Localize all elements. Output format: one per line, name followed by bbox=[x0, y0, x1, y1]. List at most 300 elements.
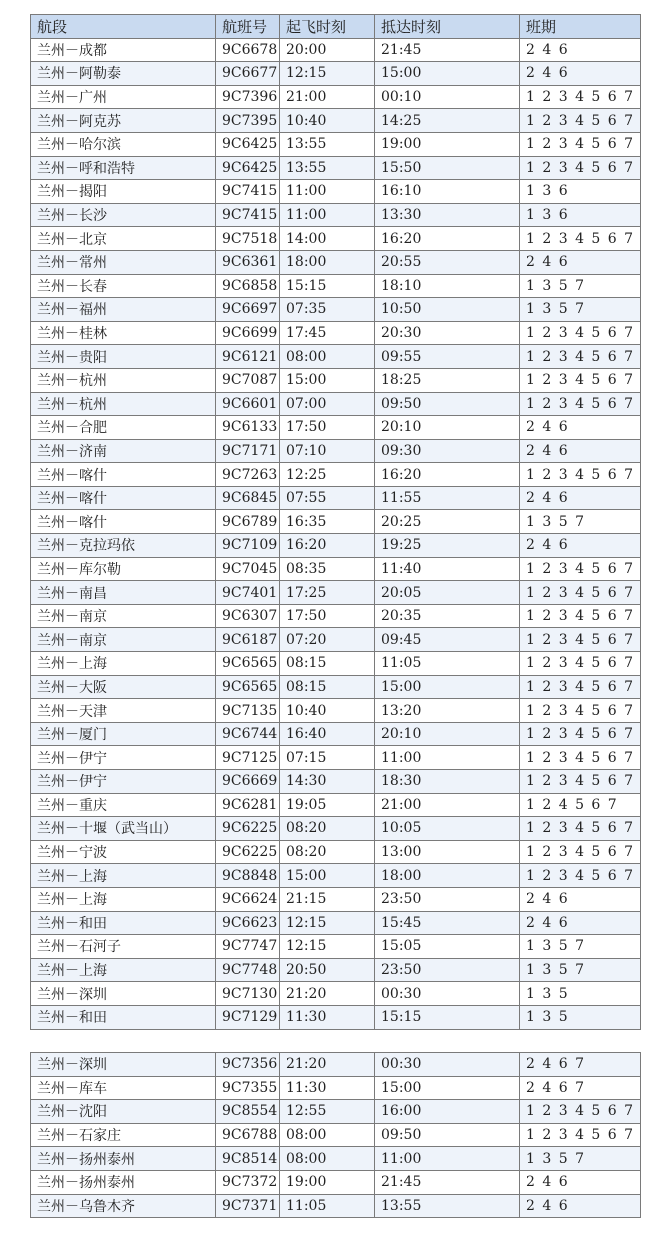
cell-departure: 11:30 bbox=[280, 1005, 375, 1029]
cell-departure: 08:15 bbox=[280, 675, 375, 699]
cell-route: 兰州－长沙 bbox=[31, 203, 216, 227]
cell-flight-no: 9C7263 bbox=[216, 463, 280, 487]
table-row bbox=[31, 534, 641, 558]
cell-route: 兰州－十堰（武当山） bbox=[31, 817, 216, 841]
cell-flight-no: 9C7356 bbox=[216, 1053, 280, 1077]
cell-flight-no: 9C6187 bbox=[216, 628, 280, 652]
cell-arrival: 18:25 bbox=[375, 368, 520, 392]
cell-flight-no: 9C7415 bbox=[216, 180, 280, 204]
header-days: 班期 bbox=[520, 15, 641, 39]
cell-days: 2 4 6 bbox=[520, 486, 641, 510]
cell-days: 1 2 3 4 5 6 7 bbox=[520, 604, 641, 628]
cell-flight-no: 9C6425 bbox=[216, 156, 280, 180]
table-row bbox=[31, 1076, 641, 1100]
cell-route: 兰州－克拉玛依 bbox=[31, 534, 216, 558]
cell-flight-no: 9C7748 bbox=[216, 958, 280, 982]
cell-flight-no: 9C6565 bbox=[216, 675, 280, 699]
cell-departure: 13:55 bbox=[280, 132, 375, 156]
cell-route: 兰州－大阪 bbox=[31, 675, 216, 699]
cell-departure: 08:20 bbox=[280, 817, 375, 841]
cell-arrival: 16:10 bbox=[375, 180, 520, 204]
table-row bbox=[31, 958, 641, 982]
cell-days: 1 2 3 4 5 6 7 bbox=[520, 722, 641, 746]
cell-days: 1 3 5 7 bbox=[520, 510, 641, 534]
cell-days: 1 2 3 4 5 6 7 bbox=[520, 817, 641, 841]
cell-arrival: 10:05 bbox=[375, 817, 520, 841]
table-row bbox=[31, 793, 641, 817]
table-row bbox=[31, 109, 641, 133]
cell-days: 1 2 3 4 5 6 7 bbox=[520, 628, 641, 652]
table-row bbox=[31, 392, 641, 416]
cell-departure: 07:35 bbox=[280, 298, 375, 322]
cell-departure: 16:35 bbox=[280, 510, 375, 534]
cell-days: 1 3 5 bbox=[520, 1005, 641, 1029]
cell-route: 兰州－杭州 bbox=[31, 392, 216, 416]
header-route: 航段 bbox=[31, 15, 216, 39]
cell-departure: 08:00 bbox=[280, 1147, 375, 1171]
cell-arrival: 00:30 bbox=[375, 982, 520, 1006]
cell-departure: 07:15 bbox=[280, 746, 375, 770]
cell-route: 兰州－长春 bbox=[31, 274, 216, 298]
table-row bbox=[31, 1123, 641, 1147]
cell-flight-no: 9C8514 bbox=[216, 1147, 280, 1171]
cell-departure: 11:30 bbox=[280, 1076, 375, 1100]
cell-days: 2 4 6 bbox=[520, 911, 641, 935]
table-row bbox=[31, 1170, 641, 1194]
cell-departure: 21:00 bbox=[280, 85, 375, 109]
table-row bbox=[31, 911, 641, 935]
cell-route: 兰州－桂林 bbox=[31, 321, 216, 345]
cell-days: 2 4 6 bbox=[520, 887, 641, 911]
cell-flight-no: 9C7395 bbox=[216, 109, 280, 133]
cell-days: 2 4 6 bbox=[520, 250, 641, 274]
cell-flight-no: 9C6678 bbox=[216, 38, 280, 62]
cell-route: 兰州－石河子 bbox=[31, 935, 216, 959]
table-row bbox=[31, 180, 641, 204]
cell-days: 1 3 5 bbox=[520, 982, 641, 1006]
cell-route: 兰州－扬州泰州 bbox=[31, 1147, 216, 1171]
cell-flight-no: 9C7415 bbox=[216, 203, 280, 227]
cell-days: 1 2 3 4 5 6 7 bbox=[520, 557, 641, 581]
cell-departure: 15:00 bbox=[280, 368, 375, 392]
cell-days: 1 2 3 4 5 6 7 bbox=[520, 109, 641, 133]
cell-arrival: 10:50 bbox=[375, 298, 520, 322]
cell-route: 兰州－深圳 bbox=[31, 1053, 216, 1077]
cell-departure: 19:00 bbox=[280, 1170, 375, 1194]
table-row bbox=[31, 604, 641, 628]
cell-route: 兰州－杭州 bbox=[31, 368, 216, 392]
cell-arrival: 11:05 bbox=[375, 652, 520, 676]
cell-arrival: 13:20 bbox=[375, 699, 520, 723]
cell-arrival: 20:35 bbox=[375, 604, 520, 628]
cell-departure: 21:20 bbox=[280, 982, 375, 1006]
cell-days: 1 3 5 7 bbox=[520, 1147, 641, 1171]
cell-departure: 11:00 bbox=[280, 203, 375, 227]
cell-departure: 21:20 bbox=[280, 1053, 375, 1077]
cell-flight-no: 9C7135 bbox=[216, 699, 280, 723]
cell-days: 1 2 3 4 5 6 7 bbox=[520, 864, 641, 888]
cell-arrival: 09:50 bbox=[375, 1123, 520, 1147]
cell-days: 1 2 4 5 6 7 bbox=[520, 793, 641, 817]
cell-route: 兰州－天津 bbox=[31, 699, 216, 723]
cell-flight-no: 9C6307 bbox=[216, 604, 280, 628]
table-row bbox=[31, 274, 641, 298]
cell-departure: 17:50 bbox=[280, 416, 375, 440]
cell-days: 1 2 3 4 5 6 7 bbox=[520, 392, 641, 416]
table-row bbox=[31, 486, 641, 510]
cell-days: 1 2 3 4 5 6 7 bbox=[520, 463, 641, 487]
table-row bbox=[31, 864, 641, 888]
table-row bbox=[31, 817, 641, 841]
cell-route: 兰州－贵阳 bbox=[31, 345, 216, 369]
cell-departure: 12:15 bbox=[280, 935, 375, 959]
cell-days: 1 3 6 bbox=[520, 180, 641, 204]
cell-flight-no: 9C7087 bbox=[216, 368, 280, 392]
cell-days: 2 4 6 bbox=[520, 38, 641, 62]
cell-route: 兰州－上海 bbox=[31, 864, 216, 888]
cell-route: 兰州－深圳 bbox=[31, 982, 216, 1006]
cell-route: 兰州－广州 bbox=[31, 85, 216, 109]
table-row bbox=[31, 132, 641, 156]
cell-arrival: 20:55 bbox=[375, 250, 520, 274]
cell-departure: 14:30 bbox=[280, 770, 375, 794]
cell-departure: 08:35 bbox=[280, 557, 375, 581]
cell-departure: 20:00 bbox=[280, 38, 375, 62]
cell-flight-no: 9C6565 bbox=[216, 652, 280, 676]
cell-route: 兰州－喀什 bbox=[31, 510, 216, 534]
table-row bbox=[31, 85, 641, 109]
cell-departure: 07:10 bbox=[280, 439, 375, 463]
cell-flight-no: 9C7747 bbox=[216, 935, 280, 959]
cell-flight-no: 9C6225 bbox=[216, 817, 280, 841]
cell-flight-no: 9C7518 bbox=[216, 227, 280, 251]
cell-flight-no: 9C7125 bbox=[216, 746, 280, 770]
cell-departure: 08:20 bbox=[280, 840, 375, 864]
cell-route: 兰州－和田 bbox=[31, 1005, 216, 1029]
table-row bbox=[31, 935, 641, 959]
cell-departure: 15:00 bbox=[280, 864, 375, 888]
cell-flight-no: 9C6697 bbox=[216, 298, 280, 322]
cell-departure: 12:55 bbox=[280, 1100, 375, 1124]
table-row bbox=[31, 746, 641, 770]
cell-route: 兰州－上海 bbox=[31, 958, 216, 982]
cell-arrival: 09:55 bbox=[375, 345, 520, 369]
header-departure: 起飞时刻 bbox=[280, 15, 375, 39]
cell-days: 1 2 3 4 5 6 7 bbox=[520, 770, 641, 794]
cell-days: 1 2 3 4 5 6 7 bbox=[520, 675, 641, 699]
table-row bbox=[31, 1100, 641, 1124]
cell-arrival: 23:50 bbox=[375, 887, 520, 911]
cell-arrival: 20:10 bbox=[375, 722, 520, 746]
cell-arrival: 18:30 bbox=[375, 770, 520, 794]
cell-arrival: 20:30 bbox=[375, 321, 520, 345]
cell-departure: 17:25 bbox=[280, 581, 375, 605]
cell-arrival: 00:30 bbox=[375, 1053, 520, 1077]
cell-route: 兰州－伊宁 bbox=[31, 770, 216, 794]
cell-flight-no: 9C6669 bbox=[216, 770, 280, 794]
cell-departure: 20:50 bbox=[280, 958, 375, 982]
table-header-row bbox=[31, 15, 641, 39]
cell-arrival: 09:50 bbox=[375, 392, 520, 416]
header-arrival: 抵达时刻 bbox=[375, 15, 520, 39]
cell-days: 1 2 3 4 5 6 7 bbox=[520, 1100, 641, 1124]
cell-arrival: 13:55 bbox=[375, 1194, 520, 1218]
cell-departure: 10:40 bbox=[280, 109, 375, 133]
cell-route: 兰州－常州 bbox=[31, 250, 216, 274]
table-row bbox=[31, 770, 641, 794]
cell-flight-no: 9C7129 bbox=[216, 1005, 280, 1029]
cell-arrival: 11:40 bbox=[375, 557, 520, 581]
cell-flight-no: 9C7109 bbox=[216, 534, 280, 558]
header-flight-no: 航班号 bbox=[216, 15, 280, 39]
cell-days: 1 2 3 4 5 6 7 bbox=[520, 85, 641, 109]
cell-arrival: 20:05 bbox=[375, 581, 520, 605]
cell-arrival: 18:00 bbox=[375, 864, 520, 888]
cell-days: 1 2 3 4 5 6 7 bbox=[520, 156, 641, 180]
cell-departure: 18:00 bbox=[280, 250, 375, 274]
cell-days: 1 2 3 4 5 6 7 bbox=[520, 132, 641, 156]
cell-route: 兰州－阿勒泰 bbox=[31, 62, 216, 86]
cell-arrival: 00:10 bbox=[375, 85, 520, 109]
cell-days: 1 2 3 4 5 6 7 bbox=[520, 699, 641, 723]
cell-arrival: 13:30 bbox=[375, 203, 520, 227]
cell-days: 2 4 6 7 bbox=[520, 1053, 641, 1077]
flight-schedule-table bbox=[30, 14, 641, 1030]
cell-route: 兰州－沈阳 bbox=[31, 1100, 216, 1124]
cell-flight-no: 9C6225 bbox=[216, 840, 280, 864]
table-row bbox=[31, 1147, 641, 1171]
cell-departure: 10:40 bbox=[280, 699, 375, 723]
table-row bbox=[31, 1005, 641, 1029]
cell-days: 2 4 6 bbox=[520, 1170, 641, 1194]
cell-days: 1 3 5 7 bbox=[520, 298, 641, 322]
cell-arrival: 21:45 bbox=[375, 1170, 520, 1194]
flight-schedule-table-2 bbox=[30, 1052, 641, 1218]
cell-route: 兰州－扬州泰州 bbox=[31, 1170, 216, 1194]
table-row bbox=[31, 345, 641, 369]
cell-days: 1 3 6 bbox=[520, 203, 641, 227]
cell-route: 兰州－济南 bbox=[31, 439, 216, 463]
cell-days: 1 2 3 4 5 6 7 bbox=[520, 840, 641, 864]
cell-days: 2 4 6 bbox=[520, 1194, 641, 1218]
cell-arrival: 21:45 bbox=[375, 38, 520, 62]
cell-route: 兰州－库车 bbox=[31, 1076, 216, 1100]
cell-route: 兰州－和田 bbox=[31, 911, 216, 935]
cell-departure: 07:55 bbox=[280, 486, 375, 510]
cell-days: 1 2 3 4 5 6 7 bbox=[520, 227, 641, 251]
cell-flight-no: 9C6788 bbox=[216, 1123, 280, 1147]
table-row bbox=[31, 298, 641, 322]
cell-arrival: 15:00 bbox=[375, 1076, 520, 1100]
cell-arrival: 14:25 bbox=[375, 109, 520, 133]
cell-flight-no: 9C6789 bbox=[216, 510, 280, 534]
cell-arrival: 15:00 bbox=[375, 675, 520, 699]
cell-route: 兰州－揭阳 bbox=[31, 180, 216, 204]
cell-flight-no: 9C6744 bbox=[216, 722, 280, 746]
cell-departure: 11:00 bbox=[280, 180, 375, 204]
cell-route: 兰州－库尔勒 bbox=[31, 557, 216, 581]
cell-days: 1 2 3 4 5 6 7 bbox=[520, 368, 641, 392]
table-row bbox=[31, 250, 641, 274]
cell-flight-no: 9C7401 bbox=[216, 581, 280, 605]
cell-arrival: 15:15 bbox=[375, 1005, 520, 1029]
cell-days: 2 4 6 bbox=[520, 416, 641, 440]
cell-arrival: 23:50 bbox=[375, 958, 520, 982]
cell-days: 1 2 3 4 5 6 7 bbox=[520, 321, 641, 345]
cell-arrival: 21:00 bbox=[375, 793, 520, 817]
cell-flight-no: 9C8554 bbox=[216, 1100, 280, 1124]
table-row bbox=[31, 416, 641, 440]
cell-flight-no: 9C6121 bbox=[216, 345, 280, 369]
cell-route: 兰州－南京 bbox=[31, 628, 216, 652]
cell-days: 1 3 5 7 bbox=[520, 935, 641, 959]
cell-route: 兰州－宁波 bbox=[31, 840, 216, 864]
table-row bbox=[31, 463, 641, 487]
cell-arrival: 09:45 bbox=[375, 628, 520, 652]
cell-route: 兰州－北京 bbox=[31, 227, 216, 251]
cell-departure: 12:25 bbox=[280, 463, 375, 487]
cell-route: 兰州－上海 bbox=[31, 652, 216, 676]
cell-flight-no: 9C7171 bbox=[216, 439, 280, 463]
table-row bbox=[31, 652, 641, 676]
cell-arrival: 20:25 bbox=[375, 510, 520, 534]
cell-days: 1 3 5 7 bbox=[520, 958, 641, 982]
cell-departure: 11:05 bbox=[280, 1194, 375, 1218]
cell-departure: 12:15 bbox=[280, 911, 375, 935]
cell-flight-no: 9C6699 bbox=[216, 321, 280, 345]
cell-flight-no: 9C7396 bbox=[216, 85, 280, 109]
cell-arrival: 16:20 bbox=[375, 227, 520, 251]
table-row bbox=[31, 557, 641, 581]
table-row bbox=[31, 1194, 641, 1218]
cell-route: 兰州－阿克苏 bbox=[31, 109, 216, 133]
cell-flight-no: 9C6361 bbox=[216, 250, 280, 274]
cell-flight-no: 9C7371 bbox=[216, 1194, 280, 1218]
cell-flight-no: 9C8848 bbox=[216, 864, 280, 888]
cell-days: 1 2 3 4 5 6 7 bbox=[520, 1123, 641, 1147]
table-row bbox=[31, 62, 641, 86]
table-row bbox=[31, 982, 641, 1006]
cell-departure: 08:00 bbox=[280, 1123, 375, 1147]
cell-flight-no: 9C6623 bbox=[216, 911, 280, 935]
cell-route: 兰州－南京 bbox=[31, 604, 216, 628]
cell-arrival: 09:30 bbox=[375, 439, 520, 463]
cell-arrival: 15:45 bbox=[375, 911, 520, 935]
cell-arrival: 18:10 bbox=[375, 274, 520, 298]
cell-flight-no: 9C6425 bbox=[216, 132, 280, 156]
cell-arrival: 19:00 bbox=[375, 132, 520, 156]
cell-arrival: 16:20 bbox=[375, 463, 520, 487]
cell-flight-no: 9C6858 bbox=[216, 274, 280, 298]
cell-days: 1 2 3 4 5 6 7 bbox=[520, 746, 641, 770]
cell-flight-no: 9C6281 bbox=[216, 793, 280, 817]
cell-departure: 19:05 bbox=[280, 793, 375, 817]
cell-arrival: 11:00 bbox=[375, 1147, 520, 1171]
cell-departure: 15:15 bbox=[280, 274, 375, 298]
cell-flight-no: 9C6601 bbox=[216, 392, 280, 416]
cell-route: 兰州－哈尔滨 bbox=[31, 132, 216, 156]
cell-route: 兰州－呼和浩特 bbox=[31, 156, 216, 180]
cell-route: 兰州－合肥 bbox=[31, 416, 216, 440]
cell-route: 兰州－南昌 bbox=[31, 581, 216, 605]
cell-route: 兰州－成都 bbox=[31, 38, 216, 62]
table-row bbox=[31, 581, 641, 605]
cell-departure: 16:40 bbox=[280, 722, 375, 746]
cell-route: 兰州－石家庄 bbox=[31, 1123, 216, 1147]
cell-arrival: 13:00 bbox=[375, 840, 520, 864]
cell-flight-no: 9C7130 bbox=[216, 982, 280, 1006]
cell-route: 兰州－乌鲁木齐 bbox=[31, 1194, 216, 1218]
table-row bbox=[31, 675, 641, 699]
cell-arrival: 15:00 bbox=[375, 62, 520, 86]
cell-days: 2 4 6 7 bbox=[520, 1076, 641, 1100]
table-row bbox=[31, 38, 641, 62]
cell-departure: 12:15 bbox=[280, 62, 375, 86]
cell-days: 1 3 5 7 bbox=[520, 274, 641, 298]
cell-departure: 07:00 bbox=[280, 392, 375, 416]
cell-flight-no: 9C6845 bbox=[216, 486, 280, 510]
cell-departure: 17:50 bbox=[280, 604, 375, 628]
table-row bbox=[31, 203, 641, 227]
table-row bbox=[31, 368, 641, 392]
cell-route: 兰州－喀什 bbox=[31, 486, 216, 510]
cell-arrival: 16:00 bbox=[375, 1100, 520, 1124]
cell-days: 2 4 6 bbox=[520, 534, 641, 558]
cell-flight-no: 9C6624 bbox=[216, 887, 280, 911]
cell-arrival: 20:10 bbox=[375, 416, 520, 440]
cell-arrival: 15:50 bbox=[375, 156, 520, 180]
cell-flight-no: 9C6677 bbox=[216, 62, 280, 86]
cell-arrival: 19:25 bbox=[375, 534, 520, 558]
table-row bbox=[31, 227, 641, 251]
table-row bbox=[31, 439, 641, 463]
cell-departure: 13:55 bbox=[280, 156, 375, 180]
cell-departure: 21:15 bbox=[280, 887, 375, 911]
cell-arrival: 15:05 bbox=[375, 935, 520, 959]
cell-departure: 14:00 bbox=[280, 227, 375, 251]
cell-days: 2 4 6 bbox=[520, 62, 641, 86]
cell-flight-no: 9C7355 bbox=[216, 1076, 280, 1100]
cell-flight-no: 9C6133 bbox=[216, 416, 280, 440]
cell-departure: 17:45 bbox=[280, 321, 375, 345]
cell-departure: 08:15 bbox=[280, 652, 375, 676]
cell-route: 兰州－福州 bbox=[31, 298, 216, 322]
cell-route: 兰州－上海 bbox=[31, 887, 216, 911]
cell-departure: 07:20 bbox=[280, 628, 375, 652]
table-row bbox=[31, 887, 641, 911]
cell-route: 兰州－伊宁 bbox=[31, 746, 216, 770]
table-row bbox=[31, 1053, 641, 1077]
cell-arrival: 11:55 bbox=[375, 486, 520, 510]
table-row bbox=[31, 156, 641, 180]
cell-route: 兰州－厦门 bbox=[31, 722, 216, 746]
cell-departure: 08:00 bbox=[280, 345, 375, 369]
cell-days: 1 2 3 4 5 6 7 bbox=[520, 652, 641, 676]
table-row bbox=[31, 321, 641, 345]
table-row bbox=[31, 510, 641, 534]
cell-flight-no: 9C7372 bbox=[216, 1170, 280, 1194]
cell-route: 兰州－喀什 bbox=[31, 463, 216, 487]
table-row bbox=[31, 628, 641, 652]
cell-departure: 16:20 bbox=[280, 534, 375, 558]
table-row bbox=[31, 840, 641, 864]
cell-arrival: 11:00 bbox=[375, 746, 520, 770]
cell-days: 2 4 6 bbox=[520, 439, 641, 463]
cell-flight-no: 9C7045 bbox=[216, 557, 280, 581]
cell-route: 兰州－重庆 bbox=[31, 793, 216, 817]
table-row bbox=[31, 722, 641, 746]
cell-days: 1 2 3 4 5 6 7 bbox=[520, 345, 641, 369]
